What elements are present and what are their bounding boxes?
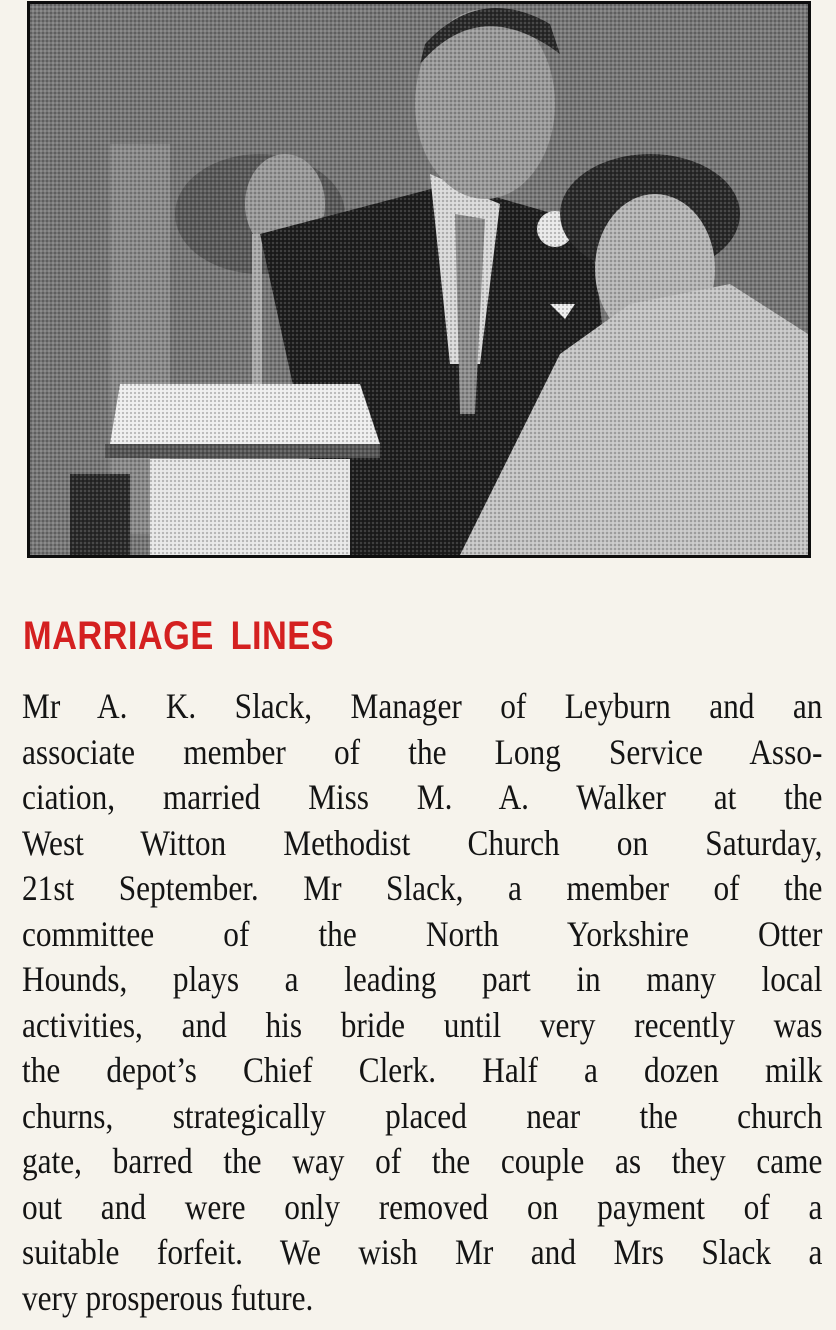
article-line: ciation, married Miss M. A. Walker at the — [22, 777, 823, 817]
article-heading: MARRIAGE LINES — [23, 614, 335, 658]
wedding-photo-image — [30, 4, 808, 555]
article-line: 21st September. Mr Slack, a member of the — [22, 868, 823, 908]
article-line: gate, barred the way of the couple as they came — [22, 1141, 823, 1181]
article-line: Hounds, plays a leading part in many local — [22, 959, 823, 999]
article-body — [22, 684, 822, 1321]
article-line: activities, and his bride until very recently was — [22, 1004, 823, 1045]
article-line: out and were only removed on payment of a — [22, 1186, 823, 1227]
article-line: the depot’s Chief Clerk. Half a dozen milk — [22, 1050, 823, 1090]
article-line: very prosperous future. — [22, 1277, 314, 1318]
article-line: Mr A. K. Slack, Manager of Leyburn and an — [22, 686, 823, 726]
article-line: suitable forfeit. We wish Mr and Mrs Slack a — [22, 1232, 823, 1272]
article-line: associate member of the Long Service Asso- — [22, 731, 823, 772]
wedding-photo — [27, 1, 811, 558]
article-line: committee of the North Yorkshire Otter — [22, 913, 823, 954]
article-line: West Witton Methodist Church on Saturday, — [22, 822, 823, 863]
article-line: churns, strategically placed near the church — [22, 1095, 823, 1136]
